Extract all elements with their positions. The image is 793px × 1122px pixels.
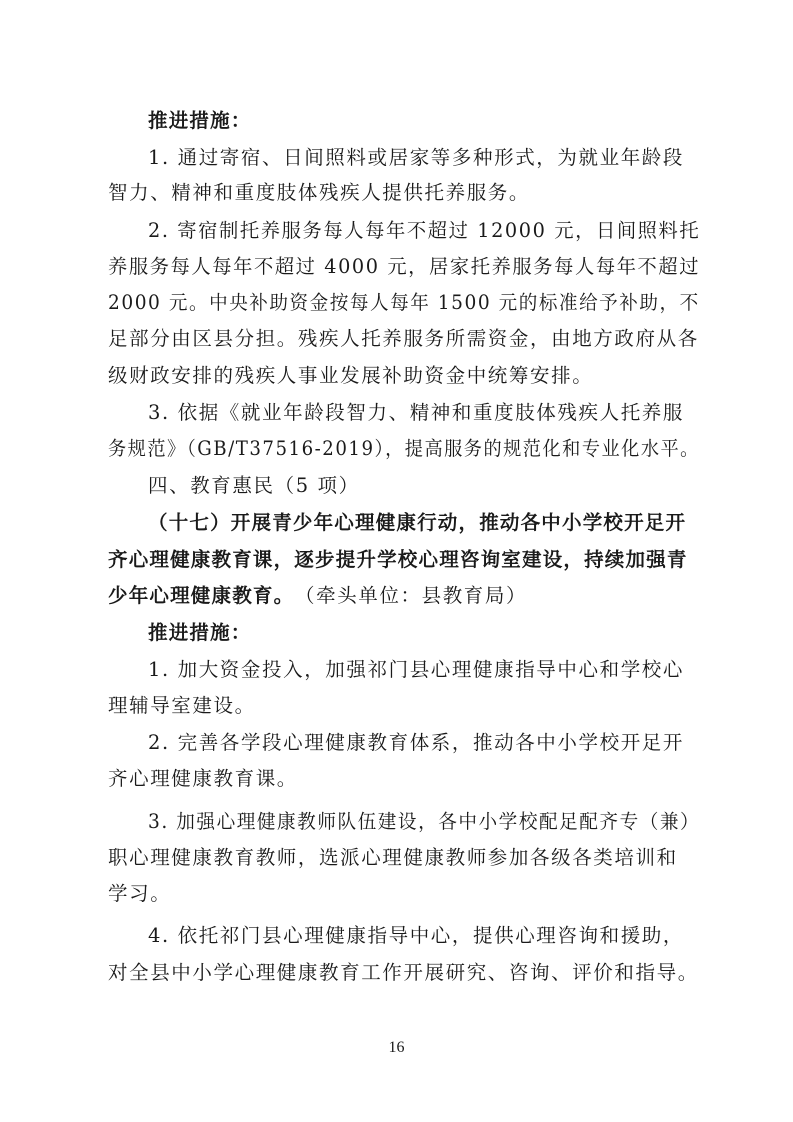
- task-title-line: 少年心理健康教育。: [108, 584, 295, 607]
- measures-heading: 推进措施：: [148, 109, 252, 132]
- paragraph-line: 1. 加大资金投入，加强祁门县心理健康指导中心和学校心: [148, 658, 685, 681]
- paragraph-line: 3. 加强心理健康教师队伍建设，各中小学校配足配齐专（兼）: [148, 810, 701, 833]
- paragraph-line: 职心理健康教育教师，选派心理健康教师参加各级各类培训和: [108, 846, 678, 869]
- paragraph-line: 学习。: [108, 882, 172, 905]
- paragraph-line: 级财政安排的残疾人事业发展补助资金中统筹安排。: [108, 364, 594, 387]
- paragraph-line: 4. 依托祁门县心理健康指导中心，提供心理咨询和援助，: [148, 924, 685, 947]
- paragraph-line: 3. 依据《就业年龄段智力、精神和重度肢体残疾人托养服: [148, 401, 685, 424]
- paragraph-line: 智力、精神和重度肢体残疾人提供托养服务。: [108, 181, 531, 204]
- lead-unit-note: （牵头单位：县教育局）: [295, 584, 528, 607]
- section-heading: 四、教育惠民（5 项）: [148, 474, 360, 497]
- paragraph-line: 2. 完善各学段心理健康教育体系，推动各中小学校开足开: [148, 731, 685, 754]
- paragraph-line: 2000 元。中央补助资金按每人每年 1500 元的标准给予补助，不: [108, 291, 700, 314]
- task-title-line: 齐心理健康教育课，逐步提升学校心理咨询室建设，持续加强青: [108, 548, 688, 571]
- task-title-line: （十七）开展青少年心理健康行动，推动各中小学校开足开: [148, 511, 687, 534]
- paragraph-line: 养服务每人每年不超过 4000 元，居家托养服务每人每年不超过: [108, 255, 701, 278]
- paragraph-line: 足部分由区县分担。残疾人托养服务所需资金，由地方政府从各: [108, 327, 699, 350]
- page-number: 16: [388, 1039, 405, 1056]
- paragraph-line: 对全县中小学心理健康教育工作开展研究、咨询、评价和指导。: [108, 961, 699, 984]
- measures-heading: 推进措施：: [148, 621, 252, 644]
- paragraph-line: 理辅导室建设。: [108, 694, 256, 717]
- paragraph-line: 齐心理健康教育课。: [108, 767, 298, 790]
- paragraph-line: 务规范》（GB/T37516-2019），提高服务的规范化和专业化水平。: [108, 437, 700, 460]
- paragraph-line: 2. 寄宿制托养服务每人每年不超过 12000 元，日间照料托: [148, 219, 701, 242]
- paragraph-line: 1. 通过寄宿、日间照料或居家等多种形式，为就业年龄段: [148, 146, 685, 169]
